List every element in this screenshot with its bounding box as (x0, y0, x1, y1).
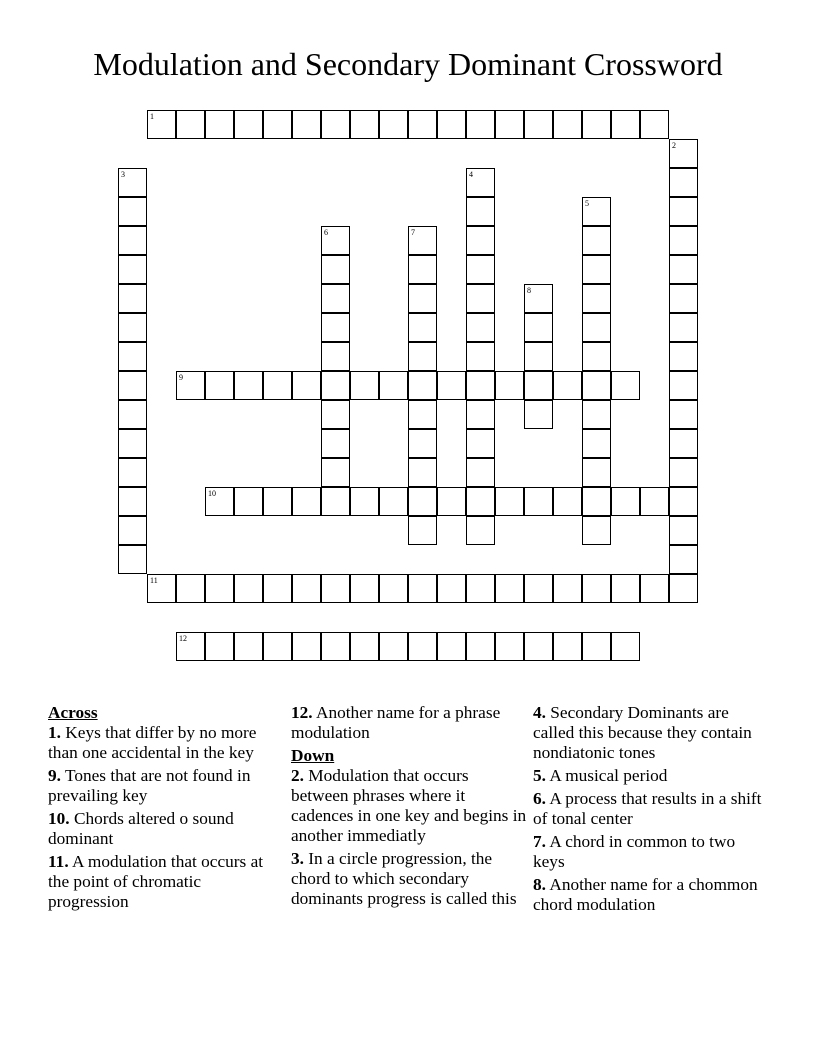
grid-cell[interactable] (669, 545, 698, 574)
grid-cell[interactable] (553, 487, 582, 516)
grid-cell[interactable] (263, 110, 292, 139)
grid-cell[interactable] (408, 371, 437, 400)
grid-cell[interactable] (495, 487, 524, 516)
grid-cell[interactable] (379, 632, 408, 661)
clue-number: 5 (585, 199, 589, 208)
grid-cell[interactable] (408, 487, 437, 516)
grid-cell[interactable] (205, 371, 234, 400)
grid-cell[interactable] (611, 371, 640, 400)
grid-cell[interactable] (176, 110, 205, 139)
grid-cell[interactable] (321, 371, 350, 400)
grid-cell[interactable] (669, 574, 698, 603)
clue-number: 9 (179, 373, 183, 382)
across-heading: Across (48, 703, 98, 722)
grid-cell[interactable] (176, 632, 205, 661)
clues-column-1 (48, 703, 284, 915)
grid-cell[interactable] (379, 110, 408, 139)
grid-cell[interactable] (669, 429, 698, 458)
grid-cell[interactable] (118, 458, 147, 487)
grid-cell[interactable] (611, 110, 640, 139)
grid-cell[interactable] (321, 284, 350, 313)
grid-cell[interactable] (176, 371, 205, 400)
grid-cell[interactable] (321, 487, 350, 516)
grid-cell[interactable] (582, 574, 611, 603)
clue-down-5: 5. A musical period (533, 766, 668, 785)
grid-cell[interactable] (582, 632, 611, 661)
grid-cell[interactable] (408, 400, 437, 429)
grid-cell[interactable] (350, 371, 379, 400)
grid-cell[interactable] (582, 110, 611, 139)
grid-cell[interactable] (350, 574, 379, 603)
grid-cell[interactable] (669, 400, 698, 429)
grid-cell[interactable] (524, 284, 553, 313)
grid-cell[interactable] (524, 342, 553, 371)
grid-cell[interactable] (466, 284, 495, 313)
clue-across-12: 12. Another name for a phrase modulation (291, 703, 501, 742)
grid-cell[interactable] (263, 574, 292, 603)
grid-cell[interactable] (466, 313, 495, 342)
grid-cell[interactable] (292, 487, 321, 516)
grid-cell[interactable] (408, 255, 437, 284)
clue-down-3: 3. In a circle progression, the chord to which secondary dominants progress is called this (291, 849, 517, 908)
grid-cell[interactable] (582, 429, 611, 458)
grid-cell[interactable] (321, 342, 350, 371)
clues-column-2 (291, 703, 527, 912)
grid-cell[interactable] (611, 574, 640, 603)
grid-cell[interactable] (437, 110, 466, 139)
clue-across-1: 1. Keys that differ by no more than one accidental in the key (48, 723, 257, 762)
grid-cell[interactable] (118, 226, 147, 255)
grid-cell[interactable] (669, 516, 698, 545)
grid-cell[interactable] (321, 574, 350, 603)
clues-column-3 (533, 703, 769, 918)
page-title: Modulation and Secondary Dominant Crossword (93, 46, 723, 82)
grid-cell[interactable] (379, 487, 408, 516)
grid-cell[interactable] (466, 226, 495, 255)
grid-cell[interactable] (524, 400, 553, 429)
clue-down-8: 8. Another name for a chommon chord modulation (533, 875, 758, 914)
grid-cell[interactable] (524, 574, 553, 603)
grid-cell[interactable] (669, 197, 698, 226)
down-heading: Down (291, 746, 335, 765)
grid-cell[interactable] (669, 255, 698, 284)
grid-cell[interactable] (495, 574, 524, 603)
grid-cell[interactable] (234, 371, 263, 400)
grid-cell[interactable] (466, 342, 495, 371)
grid-cell[interactable] (118, 429, 147, 458)
grid-cell[interactable] (495, 371, 524, 400)
grid-cell[interactable] (553, 110, 582, 139)
grid-cell[interactable] (205, 574, 234, 603)
grid-cell[interactable] (466, 429, 495, 458)
grid-cell[interactable] (147, 110, 176, 139)
grid-cell[interactable] (582, 313, 611, 342)
clue-down-6: 6. A process that results in a shift of tonal center (533, 789, 762, 828)
grid-cell[interactable] (118, 545, 147, 574)
grid-cell[interactable] (669, 168, 698, 197)
grid-cell[interactable] (408, 313, 437, 342)
grid-cell[interactable] (205, 110, 234, 139)
grid-cell[interactable] (147, 574, 176, 603)
grid-cell[interactable] (234, 574, 263, 603)
grid-cell[interactable] (118, 487, 147, 516)
grid-cell[interactable] (669, 313, 698, 342)
grid-cell[interactable] (437, 371, 466, 400)
grid-cell[interactable] (669, 458, 698, 487)
grid-cell[interactable] (640, 110, 669, 139)
grid-cell[interactable] (466, 110, 495, 139)
grid-cell[interactable] (321, 429, 350, 458)
grid-cell[interactable] (234, 487, 263, 516)
grid-cell[interactable] (524, 632, 553, 661)
grid-cell[interactable] (321, 458, 350, 487)
clue-number: 12 (179, 634, 187, 643)
grid-cell[interactable] (350, 487, 379, 516)
grid-cell[interactable] (669, 226, 698, 255)
grid-cell[interactable] (466, 458, 495, 487)
grid-cell[interactable] (669, 342, 698, 371)
grid-cell[interactable] (118, 284, 147, 313)
clue-across-9: 9. Tones that are not found in prevailing key (48, 766, 251, 805)
clue-number: 4 (469, 170, 473, 179)
grid-cell[interactable] (582, 371, 611, 400)
grid-cell[interactable] (524, 487, 553, 516)
grid-cell[interactable] (321, 313, 350, 342)
grid-cell[interactable] (205, 487, 234, 516)
grid-cell[interactable] (553, 574, 582, 603)
grid-cell[interactable] (437, 487, 466, 516)
grid-cell[interactable] (669, 487, 698, 516)
grid-cell[interactable] (582, 487, 611, 516)
grid-cell[interactable] (611, 487, 640, 516)
grid-cell[interactable] (205, 632, 234, 661)
grid-cell[interactable] (408, 284, 437, 313)
grid-cell[interactable] (234, 632, 263, 661)
grid-cell[interactable] (118, 197, 147, 226)
grid-cell[interactable] (408, 342, 437, 371)
grid-cell[interactable] (350, 110, 379, 139)
clue-number: 2 (672, 141, 676, 150)
grid-cell[interactable] (350, 632, 379, 661)
grid-cell[interactable] (118, 342, 147, 371)
grid-cell[interactable] (524, 313, 553, 342)
grid-cell[interactable] (582, 226, 611, 255)
grid-cell[interactable] (466, 197, 495, 226)
grid-cell[interactable] (437, 632, 466, 661)
grid-cell[interactable] (292, 574, 321, 603)
grid-cell[interactable] (321, 255, 350, 284)
clue-across-10: 10. Chords altered o sound dominant (48, 809, 234, 848)
grid-cell[interactable] (466, 400, 495, 429)
grid-cell[interactable] (118, 516, 147, 545)
clue-number: 3 (121, 170, 125, 179)
clue-down-4: 4. Secondary Dominants are called this because they contain nondiatonic tones (533, 703, 752, 762)
grid-cell[interactable] (408, 516, 437, 545)
clue-number: 6 (324, 228, 328, 237)
grid-cell[interactable] (176, 574, 205, 603)
grid-cell[interactable] (408, 226, 437, 255)
grid-cell[interactable] (553, 371, 582, 400)
grid-cell[interactable] (611, 632, 640, 661)
grid-cell[interactable] (524, 110, 553, 139)
grid-cell[interactable] (408, 632, 437, 661)
grid-cell[interactable] (582, 255, 611, 284)
clue-number: 7 (411, 228, 415, 237)
clue-number: 8 (527, 286, 531, 295)
grid-cell[interactable] (437, 574, 466, 603)
grid-cell[interactable] (292, 110, 321, 139)
grid-cell[interactable] (408, 110, 437, 139)
grid-cell[interactable] (321, 226, 350, 255)
grid-cell[interactable] (408, 574, 437, 603)
grid-cell[interactable] (582, 400, 611, 429)
grid-cell[interactable] (263, 371, 292, 400)
grid-cell[interactable] (669, 284, 698, 313)
grid-cell[interactable] (669, 371, 698, 400)
grid-cell[interactable] (524, 371, 553, 400)
grid-cell[interactable] (408, 429, 437, 458)
grid-cell[interactable] (118, 255, 147, 284)
grid-cell[interactable] (118, 400, 147, 429)
grid-cell[interactable] (495, 110, 524, 139)
grid-cell[interactable] (263, 487, 292, 516)
grid-cell[interactable] (234, 110, 263, 139)
clue-across-11: 11. A modulation that occurs at the point of chromatic progression (48, 852, 264, 911)
grid-cell[interactable] (582, 342, 611, 371)
grid-cell[interactable] (321, 110, 350, 139)
grid-cell[interactable] (466, 574, 495, 603)
grid-cell[interactable] (321, 400, 350, 429)
grid-cell[interactable] (640, 487, 669, 516)
grid-cell[interactable] (669, 139, 698, 168)
grid-cell[interactable] (553, 632, 582, 661)
grid-cell[interactable] (466, 168, 495, 197)
grid-cell[interactable] (640, 574, 669, 603)
grid-cell[interactable] (466, 516, 495, 545)
grid-cell[interactable] (118, 313, 147, 342)
grid-cell[interactable] (263, 632, 292, 661)
clue-number: 1 (150, 112, 154, 121)
grid-cell[interactable] (292, 632, 321, 661)
clue-down-2: 2. Modulation that occurs between phrases where it cadences in one key and begins in another immediatly (291, 766, 527, 845)
grid-cell[interactable] (321, 632, 350, 661)
grid-cell[interactable] (379, 371, 408, 400)
grid-cell[interactable] (582, 458, 611, 487)
clue-down-7: 7. A chord in common to two keys (533, 832, 736, 871)
grid-cell[interactable] (379, 574, 408, 603)
grid-cell[interactable] (466, 632, 495, 661)
clue-number: 11 (150, 576, 158, 585)
grid-cell[interactable] (118, 168, 147, 197)
clue-number: 10 (208, 489, 216, 498)
grid-cell[interactable] (582, 516, 611, 545)
grid-cell[interactable] (495, 632, 524, 661)
grid-cell[interactable] (466, 487, 495, 516)
grid-cell[interactable] (466, 371, 495, 400)
grid-cell[interactable] (118, 371, 147, 400)
grid-cell[interactable] (466, 255, 495, 284)
grid-cell[interactable] (582, 197, 611, 226)
grid-cell[interactable] (408, 458, 437, 487)
grid-cell[interactable] (582, 284, 611, 313)
grid-cell[interactable] (292, 371, 321, 400)
